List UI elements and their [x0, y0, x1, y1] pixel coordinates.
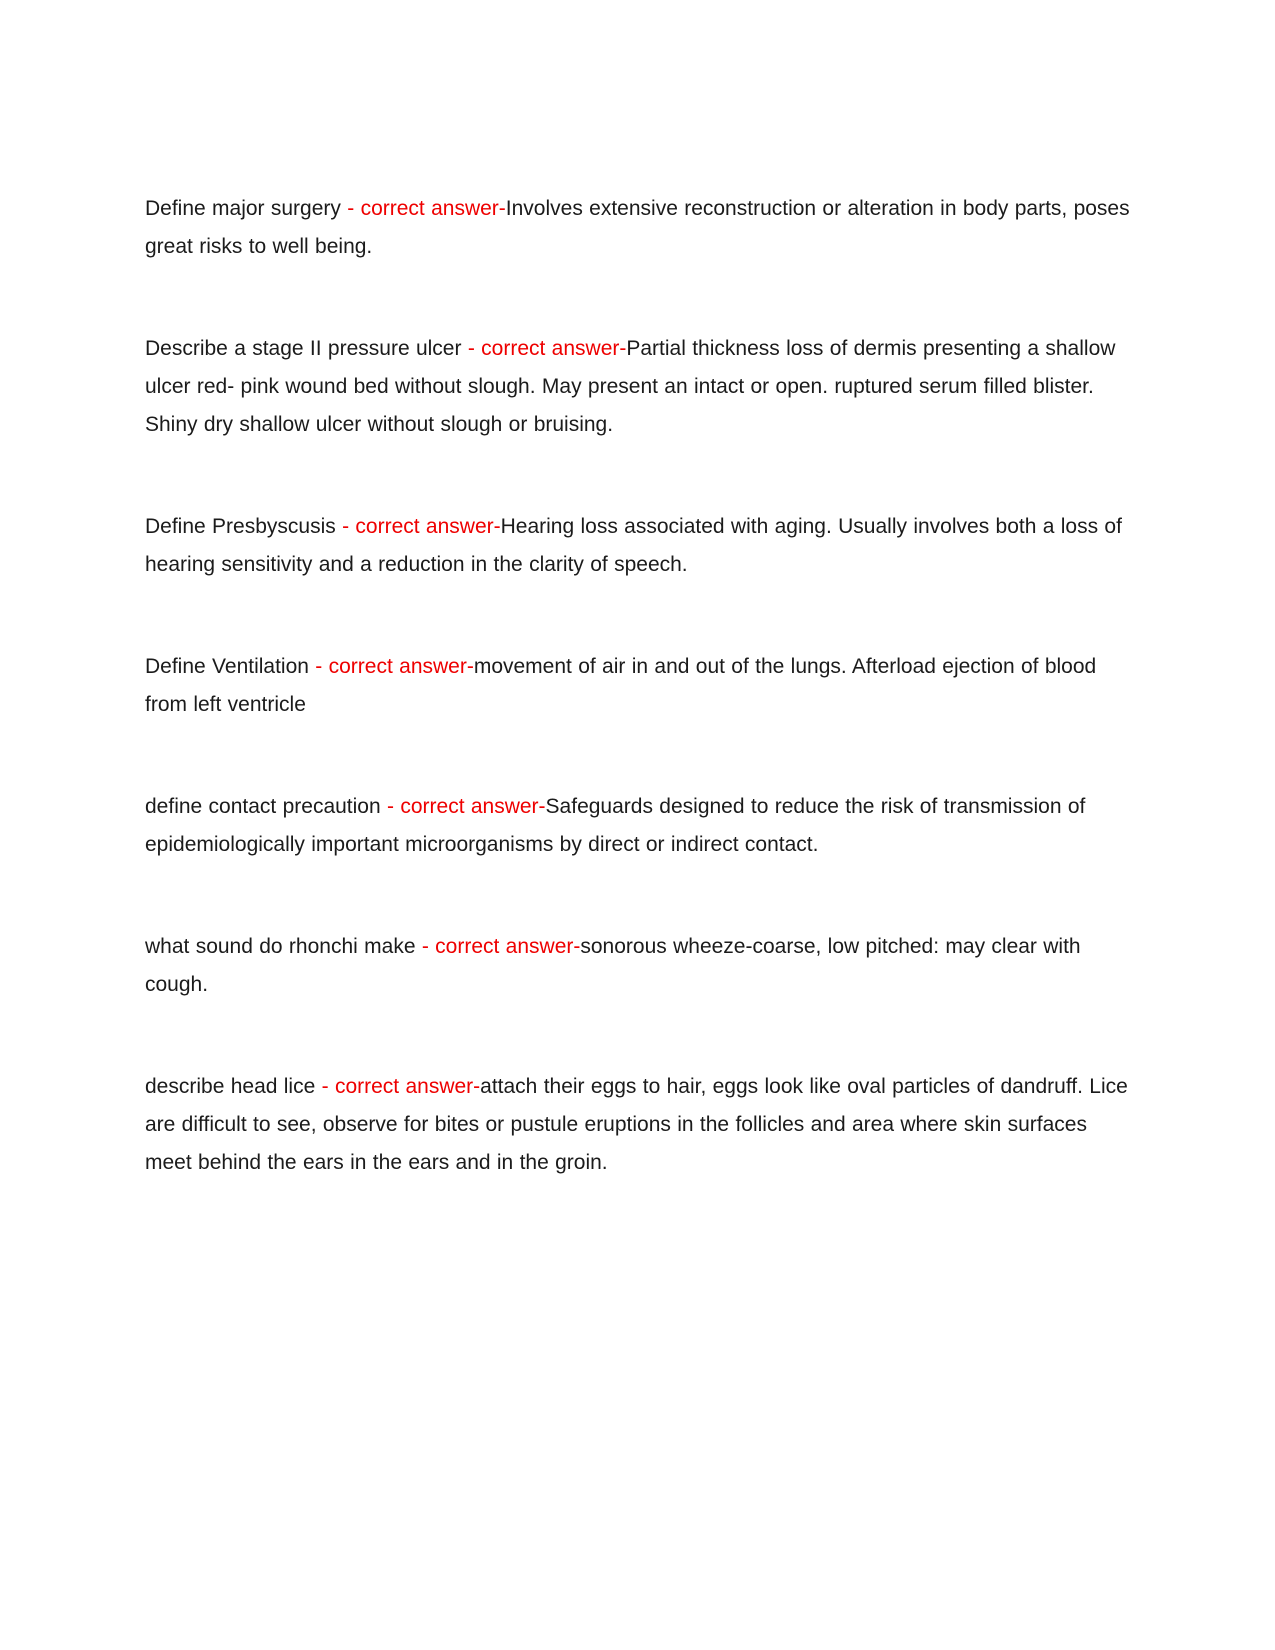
qa-item	[145, 1068, 1130, 1182]
correct-answer-marker: - correct answer-	[421, 935, 581, 958]
correct-answer-marker: - correct answer-	[467, 337, 627, 360]
question-text: Describe a stage II pressure ulcer	[145, 337, 462, 360]
correct-answer-marker: - correct answer-	[387, 795, 546, 818]
question-text: Define major surgery	[145, 197, 341, 220]
qa-item	[145, 190, 1130, 266]
answer-text: sonorous wheeze-coarse, low pitched: may clear with cough.	[145, 935, 1081, 996]
question-text: Define Presbyscusis	[145, 515, 336, 538]
question-text: describe head lice	[145, 1075, 316, 1098]
answer-text: movement of air in and out of the lungs. Afterload ejection of blood from left ventricle	[145, 655, 1097, 716]
correct-answer-marker: - correct answer-	[315, 655, 474, 678]
qa-item	[145, 330, 1130, 444]
correct-answer-marker: - correct answer-	[347, 197, 506, 220]
answer-text: attach their eggs to hair, eggs look like oval particles of dandruff. Lice are difficult to see, observe for bites or pustule eruptions in the follicles and area where skin surfaces meet behind the ears in the ears and in the groin.	[145, 1075, 1128, 1174]
qa-item	[145, 648, 1130, 724]
qa-item	[145, 508, 1130, 584]
correct-answer-marker: - correct answer-	[342, 515, 501, 538]
answer-text: Partial thickness loss of dermis presenting a shallow ulcer red- pink wound bed without slough. May present an intact or open. ruptured serum filled blister. Shiny dry shallow ulcer without slough or bruising.	[145, 337, 1116, 436]
answer-text: Hearing loss associated with aging. Usually involves both a loss of hearing sensitivity and a reduction in the clarity of speech.	[145, 515, 1122, 576]
question-text: define contact precaution	[145, 795, 381, 818]
question-text: Define Ventilation	[145, 655, 309, 678]
question-text: what sound do rhonchi make	[145, 935, 416, 958]
qa-item	[145, 928, 1130, 1004]
answer-text: Safeguards designed to reduce the risk of transmission of epidemiologically important microorganisms by direct or indirect contact.	[145, 795, 1086, 856]
answer-text: Involves extensive reconstruction or alteration in body parts, poses great risks to well being.	[145, 197, 1130, 258]
correct-answer-marker: - correct answer-	[321, 1075, 481, 1098]
qa-item	[145, 788, 1130, 864]
